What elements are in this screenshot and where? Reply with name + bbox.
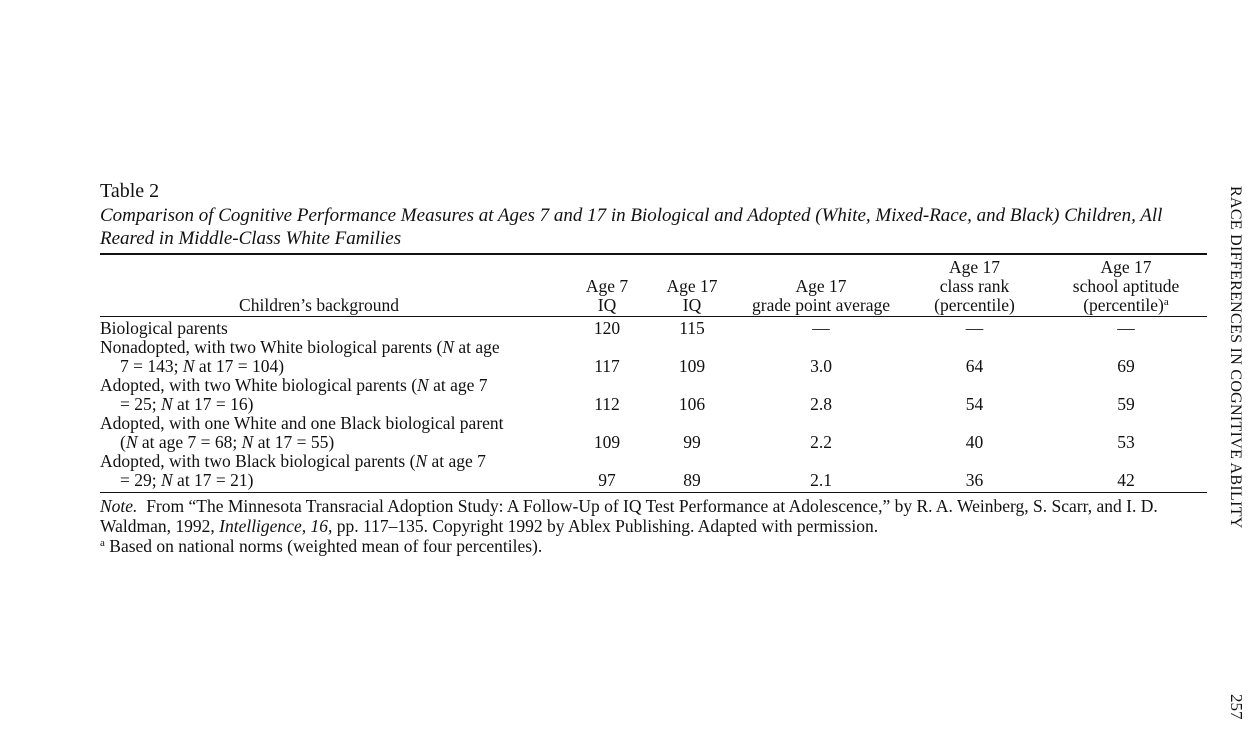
table-block xyxy=(100,180,1207,556)
note-label: Note. xyxy=(100,496,138,516)
table-cell: 69 xyxy=(1117,356,1135,376)
table-cell: 36 xyxy=(965,470,984,490)
row-label-continued: (N at age 7 = 68; N at 17 = 55) xyxy=(120,432,335,452)
table-label: Table 2 xyxy=(100,180,160,202)
table-cell: — xyxy=(965,318,984,338)
table-cell: 2.1 xyxy=(810,470,832,490)
table-bottom-rule xyxy=(100,492,1207,493)
table-cell: 99 xyxy=(683,432,701,452)
table-title: Comparison of Cognitive Performance Measures at Ages 7 and 17 in Biological and Adopted (White, Mixed-Race, and Black) Children, All Reared in Middle-Class White Families xyxy=(100,205,1163,249)
column-header-class-rank: Age 17 class rank (percentile) xyxy=(934,257,1015,315)
table-row xyxy=(100,338,1207,376)
row-label-continued: = 25; N at 17 = 16) xyxy=(120,394,254,414)
table-note xyxy=(100,496,1207,536)
page-number: 257 xyxy=(1227,694,1246,720)
row-label-continued: 7 = 143; N at 17 = 104) xyxy=(120,356,285,376)
table-cell: 3.0 xyxy=(810,356,832,376)
column-header-school-aptitude: Age 17 school aptitude (percentile)$^a$ xyxy=(1072,257,1180,315)
table-cell: 54 xyxy=(965,394,984,414)
column-header-background: Children’s background xyxy=(239,295,399,315)
running-head: RACE DIFFERENCES IN COGNITIVE ABILITY xyxy=(1227,186,1244,529)
table-cell: — xyxy=(1117,318,1135,338)
table-cell: 112 xyxy=(594,394,620,414)
note-journal: Intelligence, 16, xyxy=(219,516,333,536)
table-row xyxy=(100,414,1207,452)
table-cell: 59 xyxy=(1117,394,1135,414)
row-label: Nonadopted, with two White biological parents (N at age xyxy=(100,337,500,357)
row-label: Adopted, with one White and one Black biological parent xyxy=(100,413,504,433)
row-label: Adopted, with two White biological parents (N at age 7 xyxy=(100,375,488,395)
header-row xyxy=(100,255,1207,316)
table-cell: 109 xyxy=(678,356,706,376)
table-row xyxy=(100,317,1207,338)
table-cell: 42 xyxy=(1117,470,1135,490)
table-cell: 2.8 xyxy=(810,394,832,414)
table-cell: 40 xyxy=(965,432,984,452)
column-header-gpa: Age 17 grade point average xyxy=(752,276,890,315)
data-table xyxy=(100,255,1207,492)
column-header-age17-iq: Age 17 IQ xyxy=(666,276,718,315)
table-cell: 106 xyxy=(678,394,706,414)
table-cell: 117 xyxy=(594,356,620,376)
footnote-marker: a xyxy=(1163,296,1169,308)
table-cell: 109 xyxy=(593,432,621,452)
table-row xyxy=(100,452,1207,492)
table-cell: 120 xyxy=(593,318,621,338)
note-text: From “The Minnesota Transracial Adoption Study: A Follow-Up of IQ Test Performance at Adolescence,” by R. A. Weinberg, S. Scarr, and I. D. Waldman, 1992, xyxy=(100,496,1158,536)
table-footnote xyxy=(100,536,1207,556)
table-cell: 115 xyxy=(679,318,705,338)
table-cell: 64 xyxy=(965,356,984,376)
footnote-marker: a xyxy=(100,537,105,549)
table-cell: 97 xyxy=(598,470,616,490)
table-cell: — xyxy=(812,318,830,338)
note-text-continued: pp. 117–135. Copyright 1992 by Ablex Publishing. Adapted with permission. xyxy=(336,516,879,536)
table-cell: 89 xyxy=(683,470,701,490)
table-cell: 2.2 xyxy=(810,432,832,452)
footnote-text: Based on national norms (weighted mean of four percentiles). xyxy=(109,536,543,556)
row-label-continued: = 29; N at 17 = 21) xyxy=(120,470,254,490)
row-label: Adopted, with two Black biological parents (N at age 7 xyxy=(100,451,486,471)
table-cell: 53 xyxy=(1117,432,1135,452)
column-header-age7-iq: Age 7 IQ xyxy=(585,276,629,315)
row-label: Biological parents xyxy=(100,318,228,338)
table-row xyxy=(100,376,1207,414)
